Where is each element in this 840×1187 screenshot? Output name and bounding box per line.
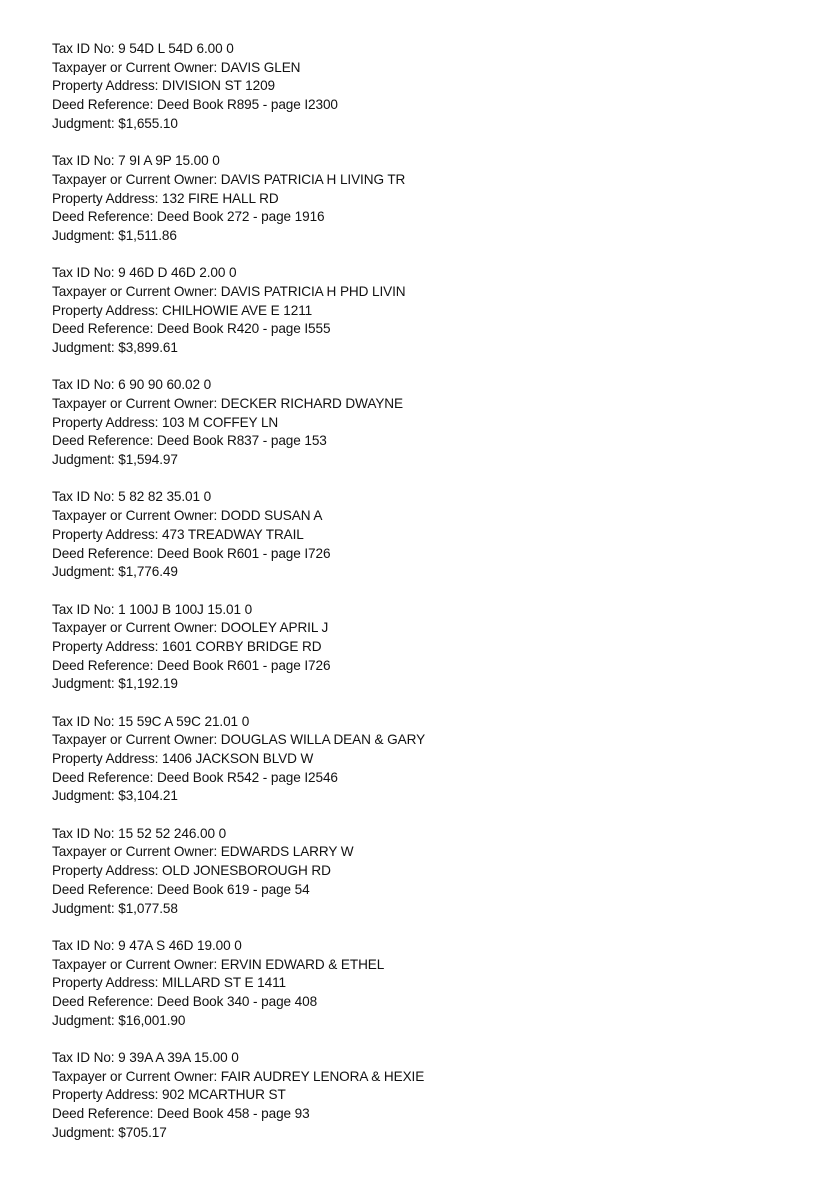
deed-reference-line: Deed Reference: Deed Book 619 - page 54 xyxy=(52,881,310,897)
judgment-line: Judgment: $1,655.10 xyxy=(52,115,178,131)
tax-id-line: Tax ID No: 15 52 52 246.00 0 xyxy=(52,825,227,841)
owner-line: Taxpayer or Current Owner: DAVIS PATRICIA H LIVING TR xyxy=(52,171,406,187)
deed-reference-line: Deed Reference: Deed Book 340 - page 408 xyxy=(52,993,318,1009)
deed-reference-line: Deed Reference: Deed Book 272 - page 1916 xyxy=(52,209,325,225)
owner-line: Taxpayer or Current Owner: DODD SUSAN A xyxy=(52,508,323,524)
tax-record xyxy=(52,152,792,246)
property-address-line: Property Address: 103 M COFFEY LN xyxy=(52,414,279,430)
tax-id-line: Tax ID No: 15 59C A 59C 21.01 0 xyxy=(52,713,250,729)
owner-line: Taxpayer or Current Owner: DAVIS GLEN xyxy=(52,59,301,75)
owner-line: Taxpayer or Current Owner: ERVIN EDWARD & ETHEL xyxy=(52,956,385,972)
tax-record xyxy=(52,713,792,807)
judgment-line: Judgment: $1,776.49 xyxy=(52,564,178,580)
owner-line: Taxpayer or Current Owner: DECKER RICHARD DWAYNE xyxy=(52,396,403,412)
tax-id-line: Tax ID No: 9 39A A 39A 15.00 0 xyxy=(52,1049,239,1065)
tax-id-line: Tax ID No: 9 46D D 46D 2.00 0 xyxy=(52,265,237,281)
judgment-line: Judgment: $1,511.86 xyxy=(52,227,177,243)
judgment-line: Judgment: $3,104.21 xyxy=(52,788,178,804)
judgment-line: Judgment: $1,594.97 xyxy=(52,452,178,468)
tax-id-line: Tax ID No: 7 9I A 9P 15.00 0 xyxy=(52,153,220,169)
property-address-line: Property Address: 1601 CORBY BRIDGE RD xyxy=(52,638,322,654)
tax-id-line: Tax ID No: 6 90 90 60.02 0 xyxy=(52,377,212,393)
judgment-line: Judgment: $705.17 xyxy=(52,1124,167,1140)
deed-reference-line: Deed Reference: Deed Book R837 - page 153 xyxy=(52,433,327,449)
tax-record xyxy=(52,376,792,470)
judgment-line: Judgment: $3,899.61 xyxy=(52,340,178,356)
tax-id-line: Tax ID No: 9 54D L 54D 6.00 0 xyxy=(52,41,234,56)
judgment-line: Judgment: $16,001.90 xyxy=(52,1012,186,1028)
tax-id-line: Tax ID No: 1 100J B 100J 15.01 0 xyxy=(52,601,253,617)
deed-reference-line: Deed Reference: Deed Book 458 - page 93 xyxy=(52,1106,310,1122)
tax-record-list xyxy=(52,40,792,1161)
property-address-line: Property Address: OLD JONESBOROUGH RD xyxy=(52,863,331,879)
property-address-line: Property Address: DIVISION ST 1209 xyxy=(52,78,276,94)
property-address-line: Property Address: 132 FIRE HALL RD xyxy=(52,190,279,206)
tax-record xyxy=(52,40,792,134)
tax-record xyxy=(52,264,792,358)
property-address-line: Property Address: CHILHOWIE AVE E 1211 xyxy=(52,302,313,318)
tax-record xyxy=(52,1049,792,1143)
deed-reference-line: Deed Reference: Deed Book R895 - page I2300 xyxy=(52,97,338,113)
owner-line: Taxpayer or Current Owner: FAIR AUDREY LENORA & HEXIE xyxy=(52,1068,425,1084)
tax-record xyxy=(52,601,792,695)
tax-record xyxy=(52,825,792,919)
deed-reference-line: Deed Reference: Deed Book R542 - page I2546 xyxy=(52,769,338,785)
property-address-line: Property Address: 473 TREADWAY TRAIL xyxy=(52,526,304,542)
tax-id-line: Tax ID No: 5 82 82 35.01 0 xyxy=(52,489,212,505)
property-address-line: Property Address: 902 MCARTHUR ST xyxy=(52,1087,286,1103)
deed-reference-line: Deed Reference: Deed Book R420 - page I555 xyxy=(52,321,331,337)
judgment-line: Judgment: $1,192.19 xyxy=(52,676,178,692)
tax-id-line: Tax ID No: 9 47A S 46D 19.00 0 xyxy=(52,937,242,953)
deed-reference-line: Deed Reference: Deed Book R601 - page I726 xyxy=(52,545,331,561)
tax-record xyxy=(52,937,792,1031)
tax-record xyxy=(52,488,792,582)
deed-reference-line: Deed Reference: Deed Book R601 - page I726 xyxy=(52,657,331,673)
property-address-line: Property Address: MILLARD ST E 1411 xyxy=(52,975,286,991)
property-address-line: Property Address: 1406 JACKSON BLVD W xyxy=(52,751,314,767)
owner-line: Taxpayer or Current Owner: DOOLEY APRIL J xyxy=(52,620,329,636)
owner-line: Taxpayer or Current Owner: DAVIS PATRICIA H PHD LIVIN xyxy=(52,283,406,299)
owner-line: Taxpayer or Current Owner: EDWARDS LARRY W xyxy=(52,844,354,860)
judgment-line: Judgment: $1,077.58 xyxy=(52,900,178,916)
owner-line: Taxpayer or Current Owner: DOUGLAS WILLA DEAN & GARY xyxy=(52,732,426,748)
